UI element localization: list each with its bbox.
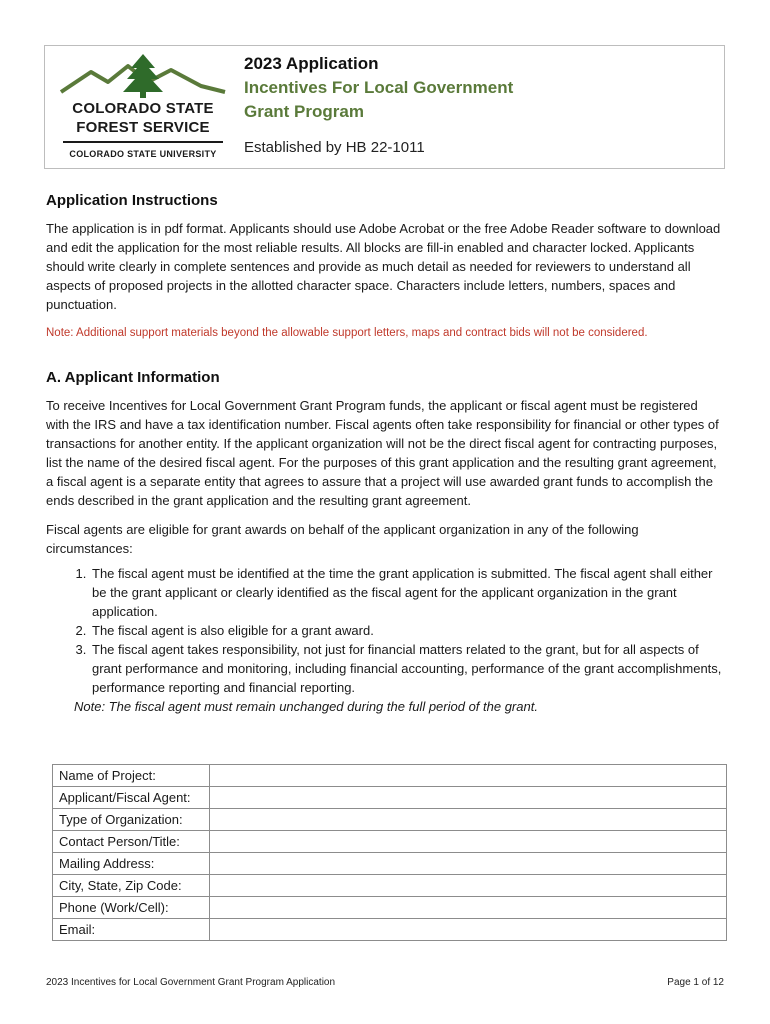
section-a-paragraph-1: To receive Incentives for Local Government Grant Program funds, the applicant or fiscal agent must be registered with the IRS and have a tax identification number. Fiscal agents often take responsibility for financial or other types of transactions for another entity. If the applicant organization will not be the direct fiscal agent for contracting purposes, list the name of the desired fiscal agent. For the purposes of this grant application and the resulting grant agreement, a fiscal agent is a separate entity that agrees to assure that a project will use awarded grant funds to accomplish the ends described in the grant application and the resulting grant agreement. [46, 398, 719, 508]
table-row [53, 853, 727, 875]
header-text [244, 52, 714, 158]
footer-document-title: 2023 Incentives for Local Government Grant Program Application [46, 977, 336, 988]
field-label-email: Email: [53, 919, 210, 941]
fiscal-agent-note: Note: The fiscal agent must remain unchanged during the full period of the grant. [74, 699, 538, 714]
csfs-logo [53, 52, 233, 164]
logo-line-2: FOREST SERVICE [76, 119, 210, 136]
field-label-contact: Contact Person/Title: [53, 831, 210, 853]
project-name-field[interactable] [209, 765, 726, 787]
program-name-line-2: Grant Program [244, 102, 364, 121]
applicant-fiscal-agent-field[interactable] [209, 787, 726, 809]
program-name-line-1: Incentives For Local Government [244, 78, 514, 97]
table-row [53, 765, 727, 787]
fiscal-agent-list [46, 564, 724, 697]
applicant-info-table [52, 764, 727, 941]
phone-field[interactable] [209, 897, 726, 919]
list-item: 3. The fiscal agent takes responsibility, not just for financial matters related to the grant, but for all aspects of grant performance and monitoring, including financial accounting, performance of the grant accomplishments, performance reporting and financial reporting. [90, 640, 724, 697]
field-label-org-type: Type of Organization: [53, 809, 210, 831]
table-row [53, 831, 727, 853]
instructions-note: Note: Additional support materials beyond the allowable support letters, maps and contract bids will not be considered. [46, 327, 648, 339]
mailing-address-field[interactable] [209, 853, 726, 875]
field-label-project-name: Name of Project: [53, 765, 210, 787]
field-label-city: City, State, Zip Code: [53, 875, 210, 897]
logo-line-1: COLORADO STATE [72, 100, 214, 117]
table-row [53, 787, 727, 809]
logo-line-3: COLORADO STATE UNIVERSITY [69, 149, 217, 159]
document-title: 2023 Application [244, 54, 379, 73]
field-label-mailing: Mailing Address: [53, 853, 210, 875]
established-note: Established by HB 22-1011 [244, 139, 425, 156]
instructions-body: The application is in pdf format. Applicants should use Adobe Acrobat or the free Adobe Reader software to download and edit the application for the most reliable results. All blocks are fill-in enabled and character locked. Applicants should write clearly in complete sentences and provide as much detail as needed for reviewers to understand all aspects of proposed projects in the allotted character space. Characters include letters, numbers, spaces and punctuation. [46, 221, 721, 312]
footer-page-number: Page 1 of 12 [667, 977, 724, 988]
list-item: 2. The fiscal agent is also eligible for a grant award. [90, 621, 724, 640]
field-label-phone: Phone (Work/Cell): [53, 897, 210, 919]
email-field[interactable] [209, 919, 726, 941]
organization-type-field[interactable] [209, 809, 726, 831]
mountain-tree-logo-icon [53, 52, 233, 102]
section-a-paragraph-2: Fiscal agents are eligible for grant awards on behalf of the applicant organization in any of the following circumstances: [46, 522, 639, 556]
table-row [53, 809, 727, 831]
main-content [46, 192, 724, 716]
header-box [44, 45, 725, 169]
instructions-heading: Application Instructions [46, 192, 218, 209]
field-label-applicant: Applicant/Fiscal Agent: [53, 787, 210, 809]
table-row [53, 919, 727, 941]
contact-person-field[interactable] [209, 831, 726, 853]
list-item: 1. The fiscal agent must be identified at the time the grant application is submitted. The fiscal agent shall either be the grant applicant or clearly identified as the fiscal agent for the applicant organization in the grant application. [90, 564, 724, 621]
table-row [53, 875, 727, 897]
table-row [53, 897, 727, 919]
city-state-zip-field[interactable] [209, 875, 726, 897]
logo-divider [63, 141, 223, 143]
section-a-heading: A. Applicant Information [46, 369, 220, 386]
